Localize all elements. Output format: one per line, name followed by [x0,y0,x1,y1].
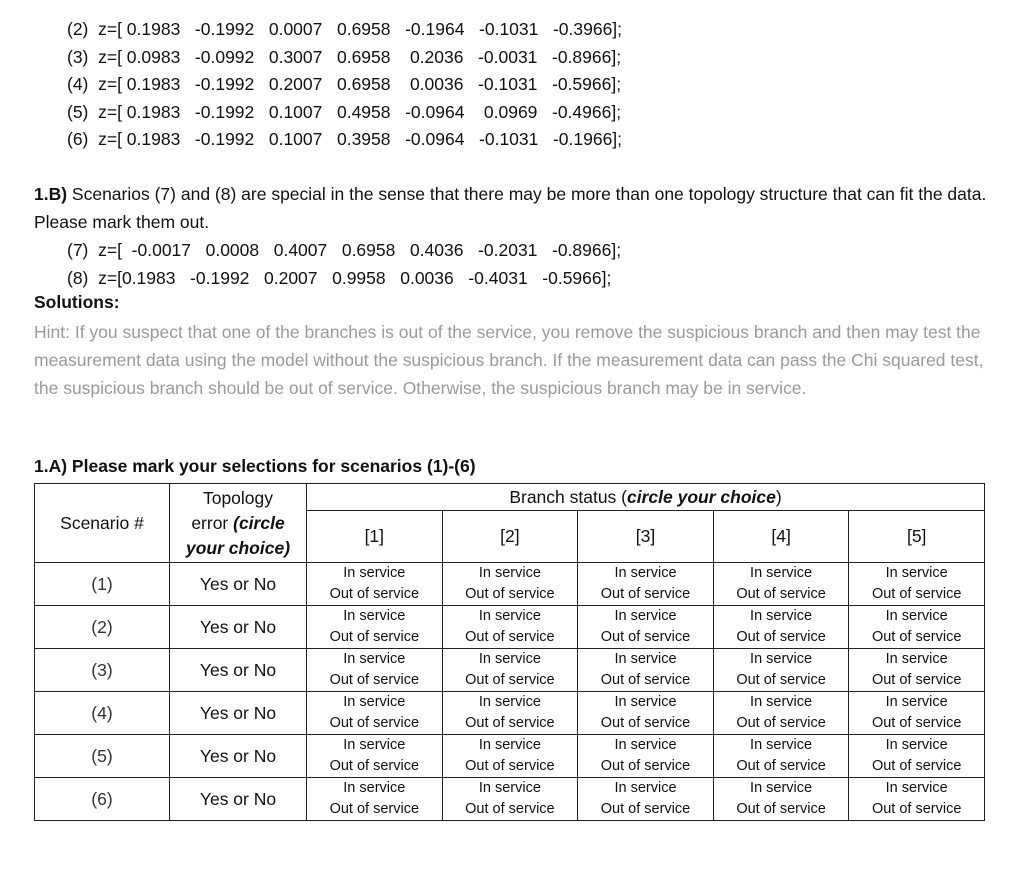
table-row [35,735,985,778]
branch-status-cell [578,606,714,649]
in-service-option[interactable]: In service [750,565,813,581]
in-service-option[interactable]: In service [614,780,677,796]
topology-choice-cell[interactable]: Yes or No [170,606,307,649]
in-service-option[interactable]: In service [885,565,948,581]
out-of-service-option[interactable]: Out of service [736,672,826,688]
branch-status-cell [578,649,714,692]
part-1b-text: Scenarios (7) and (8) are special in the sense that there may be more than one topology structure that can fit the data. Please mark them out. [34,184,987,232]
branch-status-cell [849,606,985,649]
z-line-4: (4) z=[ 0.1983 -0.1992 0.2007 0.6958 0.0036 -0.1031 -0.5966]; [67,74,622,94]
hint-paragraph: Hint: If you suspect that one of the branches is out of the service, you remove the suspicious branch and then may test the measurement data using the model without the suspicious branch. If the measurement data can pass the Chi squared test, the suspicious branch should be out of service. Otherwise, the suspicious branch may be in service. [34,322,984,398]
z-list-top [67,16,622,154]
in-service-option[interactable]: In service [750,651,813,667]
table-row [35,649,985,692]
scenario-cell: (1) [35,563,170,606]
in-service-option[interactable]: In service [343,565,406,581]
z-line-2: (2) z=[ 0.1983 -0.1992 0.0007 0.6958 -0.1964 -0.1031 -0.3966]; [67,19,623,39]
in-service-option[interactable]: In service [614,565,677,581]
scenario-cell: (4) [35,692,170,735]
in-service-option[interactable]: In service [614,737,677,753]
branch-status-cell [578,778,714,821]
out-of-service-option[interactable]: Out of service [871,672,962,688]
branch-status-cell [713,563,849,606]
in-service-option[interactable]: In service [750,737,813,753]
topology-choice-cell[interactable]: Yes or No [170,649,307,692]
out-of-service-option[interactable]: Out of service [465,758,555,774]
topology-choice-cell[interactable]: Yes or No [170,692,307,735]
out-of-service-option[interactable]: Out of service [600,586,691,602]
out-of-service-option[interactable]: Out of service [329,629,420,645]
part-1b-paragraph [34,181,994,236]
table-row [35,606,985,649]
scenario-cell: (3) [35,649,170,692]
out-of-service-option[interactable]: Out of service [736,586,826,602]
out-of-service-option[interactable]: Out of service [600,801,691,817]
header-branch-1: [1] [307,511,443,563]
branch-status-cell [849,649,985,692]
branch-status-cell [578,563,714,606]
z-list-1b [67,236,621,292]
scenario-cell: (5) [35,735,170,778]
header-branch-3: [3] [578,511,714,563]
header-branch-4: [4] [713,511,849,563]
z-line-6: (6) z=[ 0.1983 -0.1992 0.1007 0.3958 -0.0964 -0.1031 -0.1966]; [67,129,623,149]
out-of-service-option[interactable]: Out of service [465,586,555,602]
branch-status-cell [713,606,849,649]
out-of-service-option[interactable]: Out of service [736,801,826,817]
out-of-service-option[interactable]: Out of service [600,758,691,774]
in-service-option[interactable]: In service [750,608,813,624]
scenario-cell: (6) [35,778,170,821]
in-service-option[interactable]: In service [478,565,541,581]
out-of-service-option[interactable]: Out of service [465,715,555,731]
header-branch-status: Branch status (circle your choice) [307,484,985,511]
table-row [35,563,985,606]
solutions-label: Solutions: [34,292,120,312]
branch-status-cell [713,735,849,778]
in-service-option[interactable]: In service [885,737,948,753]
branch-status-cell [713,778,849,821]
z-line-5: (5) z=[ 0.1983 -0.1992 0.1007 0.4958 -0.0964 0.0969 -0.4966]; [67,101,622,122]
out-of-service-option[interactable]: Out of service [600,672,691,688]
scenario-cell: (2) [35,606,170,649]
out-of-service-option[interactable]: Out of service [871,586,962,602]
out-of-service-option[interactable]: Out of service [329,715,420,731]
in-service-option[interactable]: In service [478,608,541,624]
table-title: 1.A) Please mark your selections for scenarios (1)-(6) [34,456,476,476]
out-of-service-option[interactable]: Out of service [465,629,555,645]
topology-choice-cell[interactable]: Yes or No [170,735,307,778]
table-body [35,563,985,821]
branch-status-cell [849,692,985,735]
in-service-option[interactable]: In service [343,608,406,624]
in-service-option[interactable]: In service [343,780,406,796]
in-service-option[interactable]: In service [885,608,948,624]
branch-status-cell [578,735,714,778]
branch-status-cell [849,778,985,821]
in-service-option[interactable]: In service [885,651,948,667]
in-service-option[interactable]: In service [614,694,677,710]
z-line-7: (7) z=[ -0.0017 0.0008 0.4007 0.6958 0.4036 -0.2031 -0.8966]; [67,240,622,260]
in-service-option[interactable]: In service [614,608,677,624]
out-of-service-option[interactable]: Out of service [871,801,962,817]
in-service-option[interactable]: In service [750,780,813,796]
in-service-option[interactable]: In service [885,694,948,710]
in-service-option[interactable]: In service [343,651,406,667]
branch-status-cell [849,563,985,606]
branch-status-cell [442,692,578,735]
header-branch-5: [5] [849,511,985,563]
out-of-service-option[interactable]: Out of service [600,629,691,645]
table-row [35,692,985,735]
in-service-option[interactable]: In service [478,651,541,667]
out-of-service-option[interactable]: Out of service [736,629,826,645]
branch-status-cell [713,692,849,735]
out-of-service-option[interactable]: Out of service [329,801,420,817]
branch-status-cell [442,735,578,778]
in-service-option[interactable]: In service [614,651,677,667]
branch-status-cell [307,563,443,606]
z-line-8: (8) z=[0.1983 -0.1992 0.2007 0.9958 0.0036 -0.4031 -0.5966]; [67,268,612,288]
out-of-service-option[interactable]: Out of service [600,715,691,731]
out-of-service-option[interactable]: Out of service [871,629,962,645]
in-service-option[interactable]: In service [478,737,541,753]
branch-status-cell [442,778,578,821]
header-topology: Topology error (circle your choice) [170,484,307,563]
in-service-option[interactable]: In service [343,694,406,710]
header-branch-2: [2] [442,511,578,563]
branch-status-cell [307,649,443,692]
table-row [35,778,985,821]
in-service-option[interactable]: In service [885,780,948,796]
out-of-service-option[interactable]: Out of service [329,672,420,688]
in-service-option[interactable]: In service [478,694,541,710]
out-of-service-option[interactable]: Out of service [736,758,826,774]
in-service-option[interactable]: In service [343,737,406,753]
out-of-service-option[interactable]: Out of service [736,715,826,731]
branch-status-cell [578,692,714,735]
out-of-service-option[interactable]: Out of service [871,758,962,774]
branch-status-cell [307,606,443,649]
out-of-service-option[interactable]: Out of service [329,758,420,774]
in-service-option[interactable]: In service [750,694,813,710]
in-service-option[interactable]: In service [478,780,541,796]
branch-status-cell [713,649,849,692]
topology-choice-cell[interactable]: Yes or No [170,563,307,606]
branch-status-cell [442,649,578,692]
branch-status-cell [849,735,985,778]
branch-status-cell [307,778,443,821]
selection-table [34,483,985,821]
z-line-3: (3) z=[ 0.0983 -0.0992 0.3007 0.6958 0.2036 -0.0031 -0.8966]; [67,46,622,67]
branch-status-cell [307,692,443,735]
header-scenario: Scenario # [35,484,170,563]
out-of-service-option[interactable]: Out of service [329,586,420,602]
branch-status-cell [442,606,578,649]
out-of-service-option[interactable]: Out of service [871,715,962,731]
branch-status-cell [307,735,443,778]
branch-status-cell [442,563,578,606]
out-of-service-option[interactable]: Out of service [465,801,555,817]
topology-choice-cell[interactable]: Yes or No [170,778,307,821]
part-1b-label: 1.B) [34,184,68,204]
out-of-service-option[interactable]: Out of service [465,672,555,688]
